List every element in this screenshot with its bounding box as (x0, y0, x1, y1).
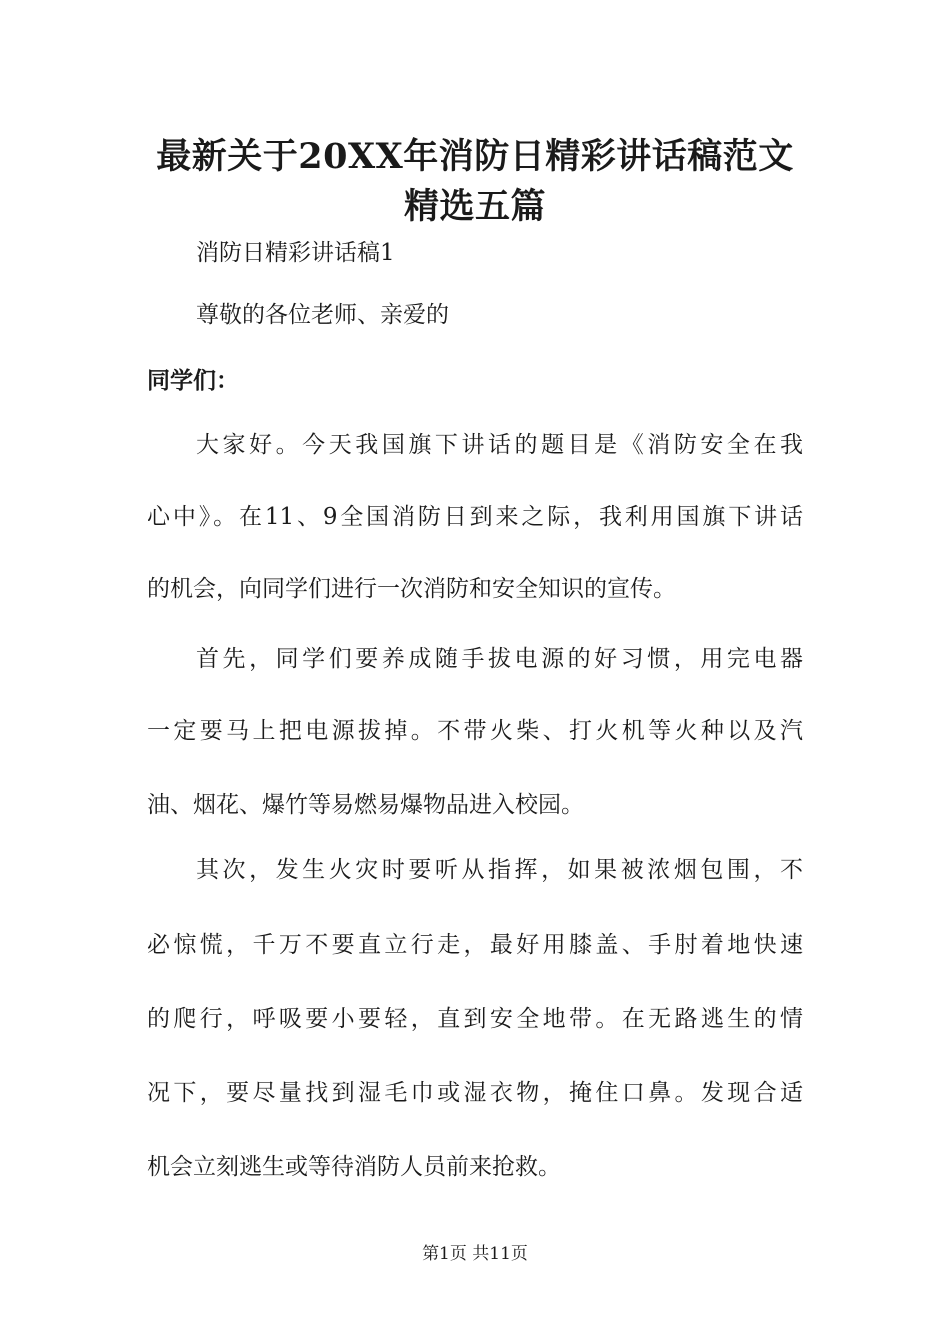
paragraph-line: 大家好。今天我国旗下讲话的题目是《消防安全在我 (196, 432, 803, 458)
paragraph-line: 其次，发生火灾时要听从指挥，如果被浓烟包围，不 (196, 857, 803, 883)
salutation-line-1: 尊敬的各位老师、亲爱的 (196, 302, 449, 328)
paragraph-line: 首先，同学们要养成随手拔电源的好习惯，用完电器 (196, 646, 803, 672)
paragraph-line: 一定要马上把电源拔掉。不带火柴、打火机等火种以及汽 (147, 718, 803, 744)
page-number-footer: 第1页 共11页 (422, 1244, 528, 1264)
paragraph-line: 况下，要尽量找到湿毛巾或湿衣物，掩住口鼻。发现合适 (147, 1080, 803, 1106)
paragraph-line: 的机会，向同学们进行一次消防和安全知识的宣传。 (147, 576, 676, 602)
salutation-line-2: 同学们： (147, 367, 239, 394)
document-title: 最新关于20XX年消防日精彩讲话稿范文精选五篇 (156, 136, 794, 227)
paragraph-line: 油、烟花、爆竹等易燃易爆物品进入校园。 (147, 792, 584, 818)
paragraph-line: 的爬行，呼吸要小要轻，直到安全地带。在无路逃生的情 (147, 1006, 803, 1032)
section-heading: 消防日精彩讲话稿1 (196, 240, 395, 266)
paragraph-line: 必惊慌，千万不要直立行走，最好用膝盖、手肘着地快速 (147, 932, 803, 958)
paragraph-line: 心中》。在11、9全国消防日到来之际，我利用国旗下讲话 (147, 504, 803, 530)
paragraph-line: 机会立刻逃生或等待消防人员前来抢救。 (147, 1154, 561, 1180)
